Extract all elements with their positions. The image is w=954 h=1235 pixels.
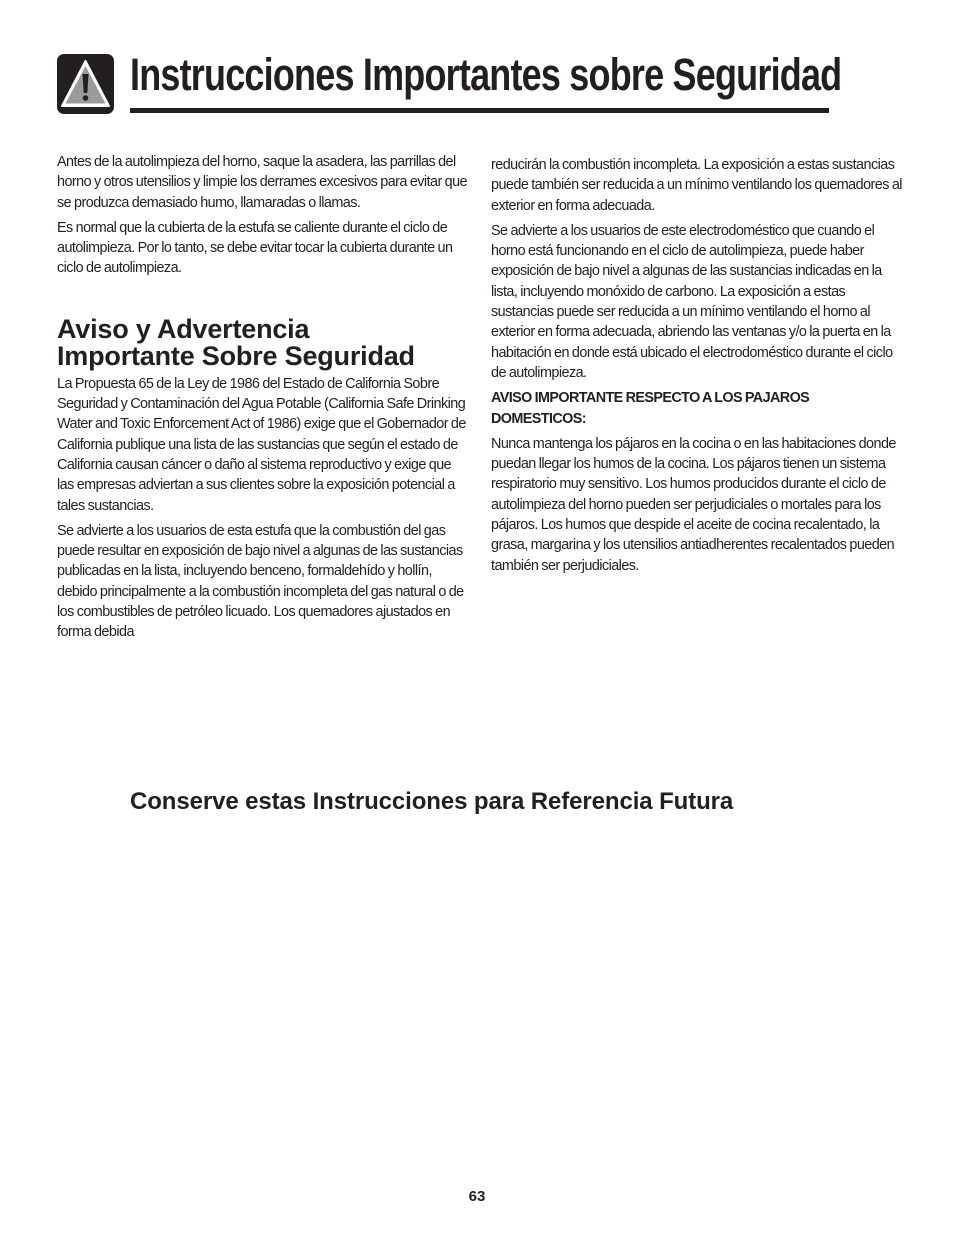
- section-heading-prop65: [57, 313, 469, 371]
- paragraph-gas-combustion: Se advierte a los usuarios de esta estufa que la combustión del gas puede resultar en exposición de bajo nivel a algunas de las sustancias publicadas en la lista, incluyendo benceno, formaldehído y hollín, debido principalmente a la combustión incompleta del gas natural o de los combustibles de petróleo licuado. Los quemadores ajustados en forma debida: [57, 522, 464, 641]
- paragraph-cooktop-heat: Es normal que la cubierta de la estufa se caliente durante el ciclo de autolimpieza. Por lo tanto, se debe evitar tocar la cubierta durante un ciclo de autolimpieza.: [57, 219, 453, 277]
- page-title: Instrucciones Importantes sobre Seguridad: [130, 49, 842, 100]
- left-column: [57, 152, 469, 648]
- section-heading-line2: Importante Sobre Seguridad: [57, 340, 415, 371]
- warning-icon: [57, 54, 114, 114]
- paragraph-prop65: La Propuesta 65 de la Ley de 1986 del Estado de California Sobre Seguridad y Contaminación del Agua Potable (California Safe Drinking Water and Toxic Enforcement Act of 1986) exige que el Gobernador de California publique una lista de las sustancias que según el estado de California causan cáncer o daño al sistema reproductivo y exige que las empresas adviertan a sus clientes sobre la exposición potencial a tales sustancias.: [57, 375, 466, 514]
- section-heading-line1: Aviso y Advertencia: [57, 313, 310, 344]
- paragraph-self-clean-prep: Antes de la autolimpieza del horno, saque la asadera, las parrillas del horno y otros utensilios y limpie los derrames excesivos para evitar que se produzca demasiado humo, llamaradas o llamas.: [57, 154, 468, 211]
- paragraph-burners-continued: reducirán la combustión incompleta. La exposición a estas sustancias puede también ser reducida a un mínimo ventilando los quemadores al exterior en forma adecuada.: [491, 157, 902, 214]
- paragraph-self-clean-exposure: Se advierte a los usuarios de este electrodoméstico que cuando el horno está funcionando en el ciclo de autolimpieza, puede haber exposición de bajo nivel a algunas de las sustancias indicadas en la lista, incluyendo monóxido de carbono. La exposición a estas sustancias puede ser reducida a un mínimo ventilando el horno al exterior en forma adecuada, abriendo las ventanas y/o la puerta en la habitación en donde está ubicado el electrodoméstico durante el ciclo de autolimpieza.: [491, 222, 893, 381]
- right-column: [491, 155, 903, 581]
- page-number: 63: [468, 1188, 486, 1205]
- bird-warning-label: AVISO IMPORTANTE RESPECTO A LOS PAJAROS DOMESTICOS:: [491, 390, 810, 427]
- save-instructions-heading: Conserve estas Instrucciones para Referencia Futura: [130, 788, 734, 815]
- paragraph-bird-warning: Nunca mantenga los pájaros en la cocina o en las habitaciones donde puedan llegar los humos de la cocina. Los pájaros tienen un sistema respiratorio muy sensitivo. Los humos producidos durante el ciclo de autolimpieza del horno pueden ser perjudiciales o mortales para los pájaros. Los humos que despide el aceite de cocina recalentado, la grasa, margarina y los utensilios antiadherentes recalentados pueden también ser perjudiciales.: [491, 435, 896, 574]
- title-underline: [130, 108, 829, 113]
